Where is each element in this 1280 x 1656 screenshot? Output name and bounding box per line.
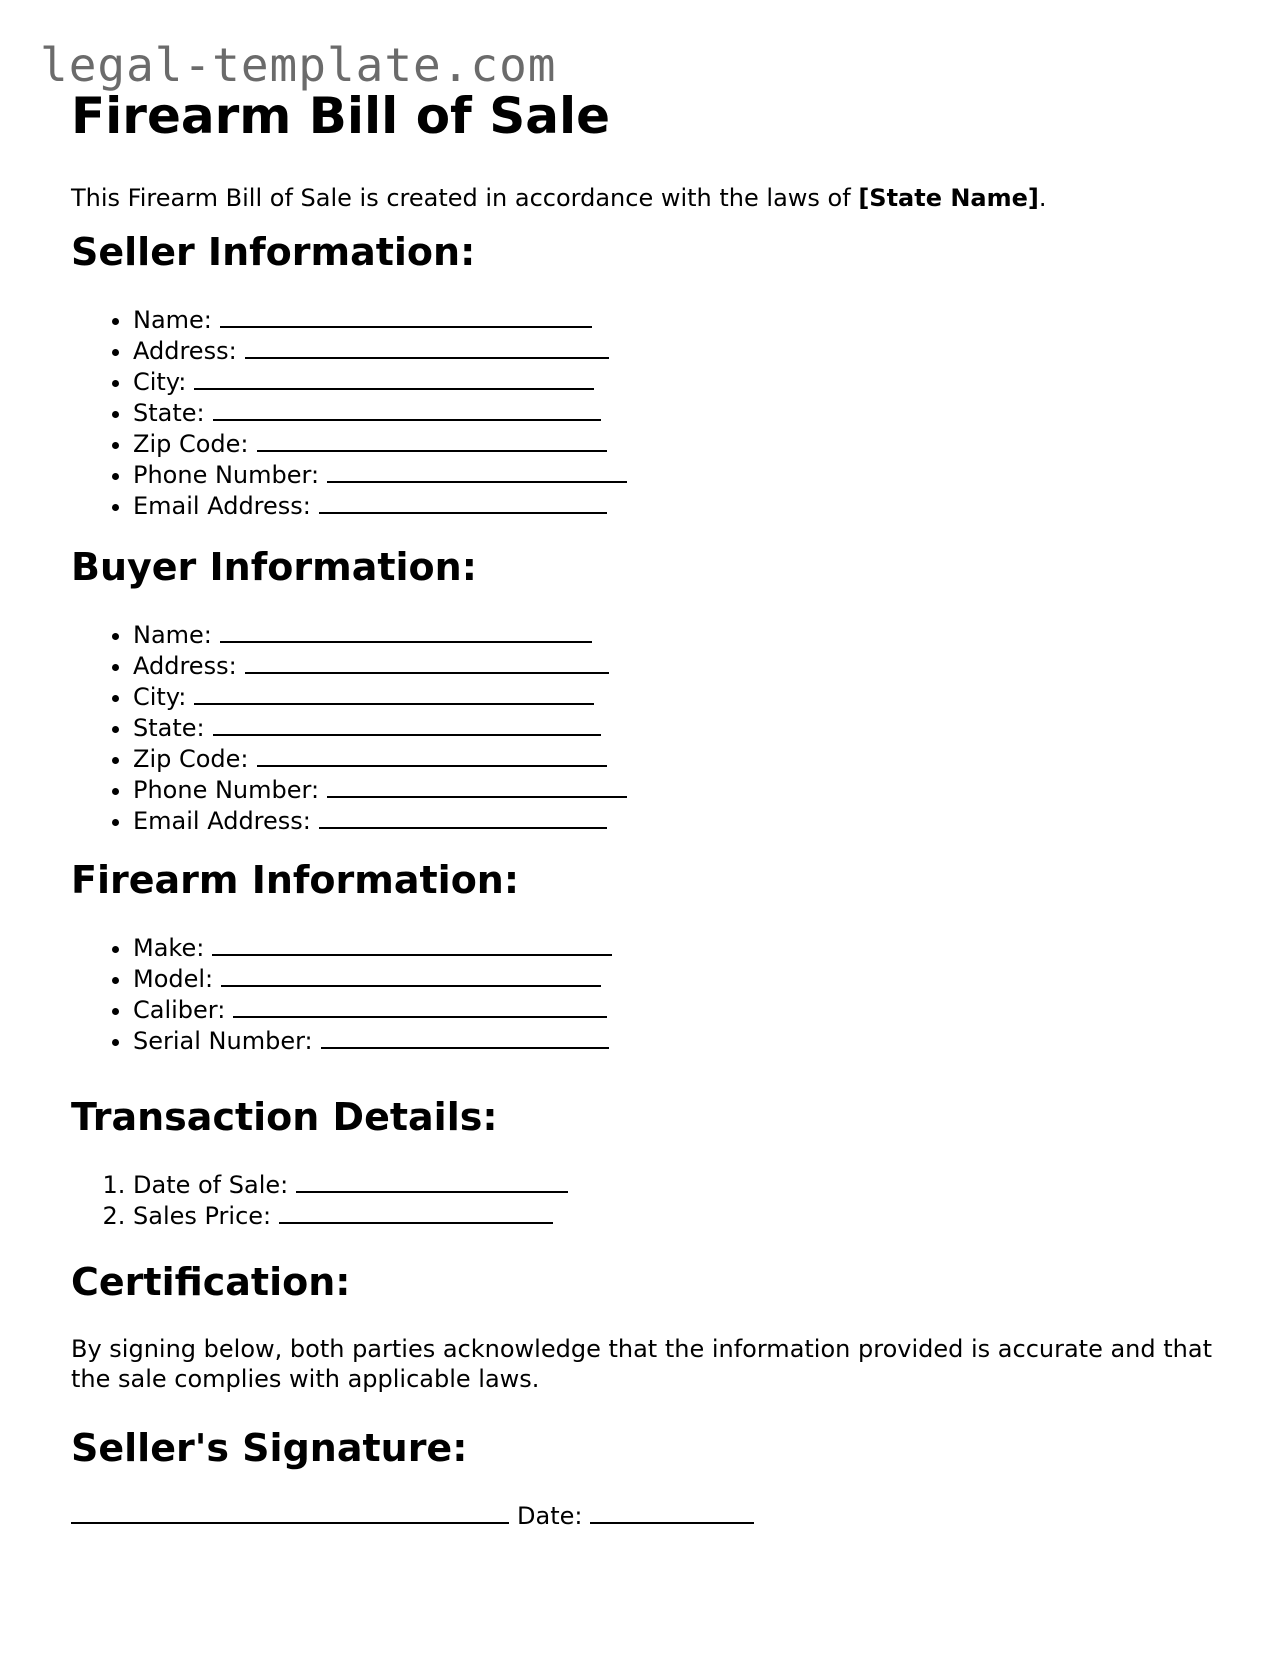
seller-phone-field[interactable] bbox=[327, 459, 627, 483]
transaction-list bbox=[71, 1169, 568, 1231]
field-label: Address: bbox=[133, 652, 237, 680]
seller-signature-heading: Seller's Signature: bbox=[71, 1426, 468, 1470]
buyer-email-item bbox=[133, 805, 627, 836]
seller-city-item bbox=[133, 366, 627, 397]
seller-state-item bbox=[133, 397, 627, 428]
firearm-make-field[interactable] bbox=[212, 932, 612, 956]
seller-city-field[interactable] bbox=[194, 366, 594, 390]
intro-end: . bbox=[1038, 184, 1047, 212]
firearm-make-item bbox=[133, 932, 612, 963]
seller-info-list bbox=[71, 304, 627, 521]
firearm-caliber-field[interactable] bbox=[233, 994, 607, 1018]
buyer-email-field[interactable] bbox=[319, 805, 607, 829]
seller-info-heading: Seller Information: bbox=[71, 230, 476, 274]
buyer-state-item bbox=[133, 712, 627, 743]
seller-signature-field[interactable] bbox=[71, 1500, 509, 1524]
seller-name-item bbox=[133, 304, 627, 335]
page-title: Firearm Bill of Sale bbox=[71, 87, 611, 145]
seller-name-field[interactable] bbox=[220, 304, 592, 328]
buyer-city-item bbox=[133, 681, 627, 712]
buyer-address-item bbox=[133, 650, 627, 681]
state-name-placeholder: [State Name] bbox=[858, 184, 1039, 212]
buyer-state-field[interactable] bbox=[213, 712, 601, 736]
certification-text: By signing below, both parties acknowledge that the information provided is accurate and that the sale complies with applicable laws. bbox=[71, 1335, 1212, 1393]
signature-date-label: Date: bbox=[517, 1502, 583, 1530]
field-label: State: bbox=[133, 714, 205, 742]
field-label: Zip Code: bbox=[133, 745, 249, 773]
field-label: Name: bbox=[133, 306, 212, 334]
transaction-heading: Transaction Details: bbox=[71, 1095, 498, 1139]
buyer-city-field[interactable] bbox=[194, 681, 594, 705]
watermark: legal-template.com bbox=[40, 38, 557, 92]
buyer-zip-item bbox=[133, 743, 627, 774]
field-label: Model: bbox=[133, 965, 214, 993]
buyer-phone-item bbox=[133, 774, 627, 805]
signature-date-field[interactable] bbox=[590, 1500, 754, 1524]
seller-state-field[interactable] bbox=[213, 397, 601, 421]
seller-zip-item bbox=[133, 428, 627, 459]
field-label: Sales Price: bbox=[133, 1202, 272, 1230]
certification-heading: Certification: bbox=[71, 1260, 351, 1304]
field-label: Address: bbox=[133, 337, 237, 365]
field-label: Serial Number: bbox=[133, 1027, 313, 1055]
field-label: Make: bbox=[133, 934, 205, 962]
buyer-phone-field[interactable] bbox=[327, 774, 627, 798]
field-label: Zip Code: bbox=[133, 430, 249, 458]
buyer-zip-field[interactable] bbox=[257, 743, 607, 767]
seller-email-field[interactable] bbox=[319, 490, 607, 514]
field-label: City: bbox=[133, 683, 187, 711]
seller-phone-item bbox=[133, 459, 627, 490]
seller-address-field[interactable] bbox=[245, 335, 609, 359]
field-label: Name: bbox=[133, 621, 212, 649]
field-label: Phone Number: bbox=[133, 461, 320, 489]
firearm-model-item bbox=[133, 963, 612, 994]
field-label: Phone Number: bbox=[133, 776, 320, 804]
intro-text: This Firearm Bill of Sale is created in accordance with the laws of bbox=[71, 184, 859, 212]
date-of-sale-field[interactable] bbox=[296, 1169, 568, 1193]
seller-zip-field[interactable] bbox=[257, 428, 607, 452]
firearm-serial-field[interactable] bbox=[321, 1025, 609, 1049]
sales-price-item bbox=[133, 1200, 568, 1231]
seller-signature-line bbox=[71, 1500, 754, 1531]
seller-email-item bbox=[133, 490, 627, 521]
field-label: Email Address: bbox=[133, 492, 311, 520]
buyer-name-field[interactable] bbox=[220, 619, 592, 643]
firearm-model-field[interactable] bbox=[221, 963, 601, 987]
buyer-info-list bbox=[71, 619, 627, 836]
buyer-name-item bbox=[133, 619, 627, 650]
intro-paragraph bbox=[71, 183, 1047, 213]
date-of-sale-item bbox=[133, 1169, 568, 1200]
buyer-address-field[interactable] bbox=[245, 650, 609, 674]
field-label: State: bbox=[133, 399, 205, 427]
field-label: Email Address: bbox=[133, 807, 311, 835]
seller-address-item bbox=[133, 335, 627, 366]
firearm-info-heading: Firearm Information: bbox=[71, 858, 520, 902]
buyer-info-heading: Buyer Information: bbox=[71, 545, 477, 589]
sales-price-field[interactable] bbox=[279, 1200, 553, 1224]
firearm-serial-item bbox=[133, 1025, 612, 1056]
firearm-caliber-item bbox=[133, 994, 612, 1025]
field-label: Caliber: bbox=[133, 996, 226, 1024]
field-label: City: bbox=[133, 368, 187, 396]
firearm-info-list bbox=[71, 932, 612, 1056]
field-label: Date of Sale: bbox=[133, 1171, 289, 1199]
